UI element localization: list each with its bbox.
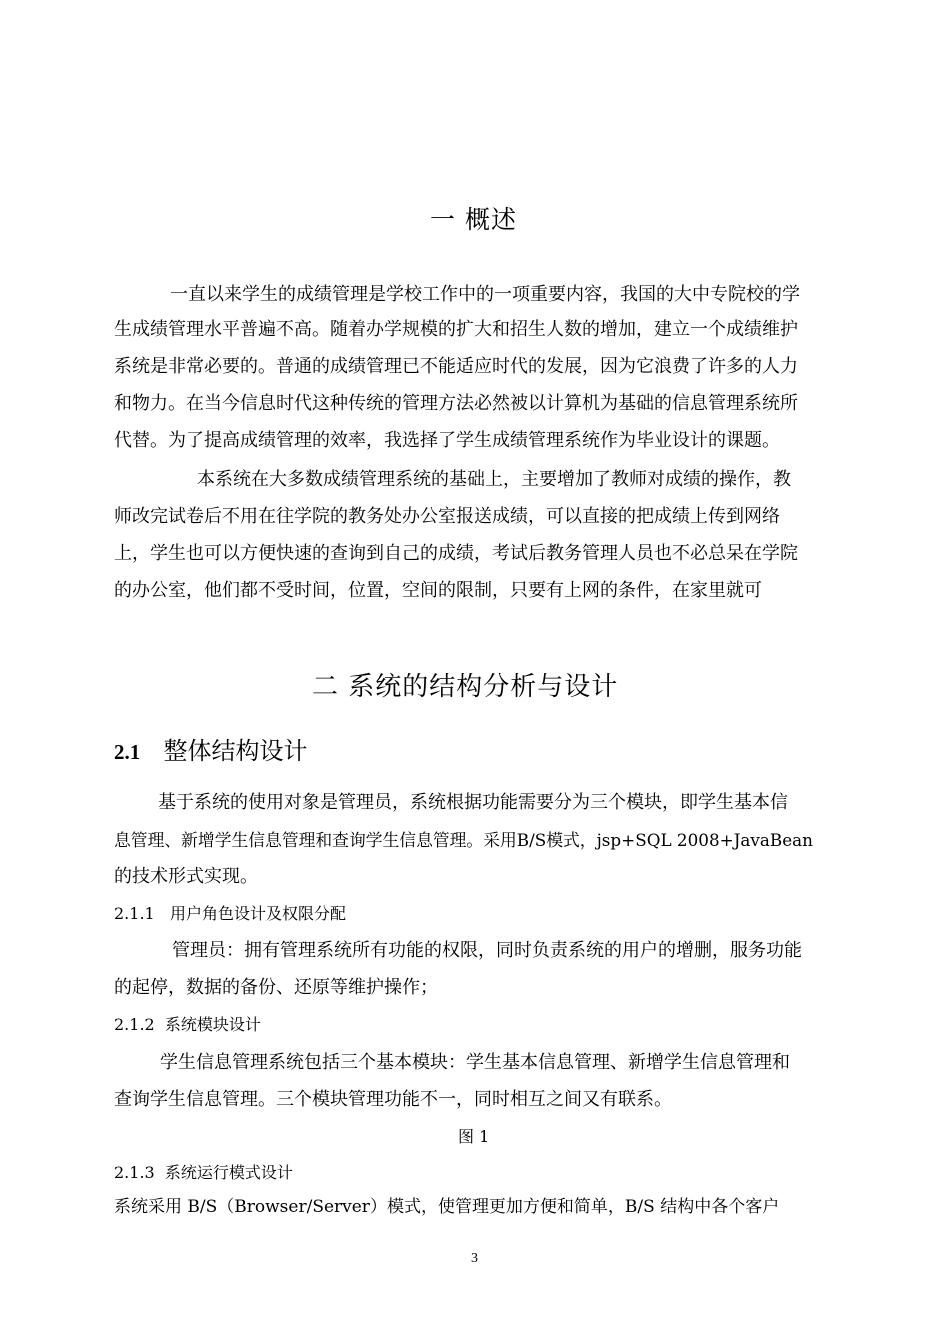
paragraph-line: 的技术形式实现。	[114, 866, 258, 887]
paragraph-line: 代替。为了提高成绩管理的效率，我选择了学生成绩管理系统作为毕业设计的课题。	[114, 430, 780, 451]
paragraph-line: 生成绩管理水平普遍不高。随着办学规模的扩大和招生人数的增加，建立一个成绩维护	[114, 319, 798, 340]
paragraph-line: 系统采用 B/S（Browser/Server）模式，使管理更加方便和简单，B/S 结构中各个客户	[114, 1197, 780, 1217]
subsection-title: 整体结构设计	[163, 737, 308, 765]
section-title: 一 概述	[430, 205, 517, 234]
paragraph-line: 息管理、新增学生信息管理和查询学生信息管理。采用B/S模式，jsp+SQL 2008+JavaBean	[114, 830, 813, 850]
subsubsection-heading: 2.1.2 系统模块设计	[114, 1015, 261, 1034]
paragraph-line: 和物力。在当今信息时代这种传统的管理方法必然被以计算机为基础的信息管理系统所	[114, 393, 798, 414]
subsection-number: 2.1	[114, 740, 141, 764]
paragraph-line: 管理员：拥有管理系统所有功能的权限，同时负责系统的用户的增删，服务功能	[172, 940, 802, 961]
paragraph-line: 师改完试卷后不用在往学院的教务处办公室报送成绩，可以直接的把成绩上传到网络	[114, 506, 780, 527]
paragraph-line: 上，学生也可以方便快速的查询到自己的成绩，考试后教务管理人员也不必总呆在学院	[114, 543, 798, 564]
paragraph-line: 的办公室，他们都不受时间，位置，空间的限制，只要有上网的条件，在家里就可	[114, 580, 762, 601]
paragraph-line: 本系统在大多数成绩管理系统的基础上，主要增加了教师对成绩的操作，教	[197, 469, 791, 490]
page-number: 3	[471, 1251, 478, 1266]
figure-caption: 图 1	[458, 1127, 490, 1146]
paragraph-line: 学生信息管理系统包括三个基本模块：学生基本信息管理、新增学生信息管理和	[160, 1052, 790, 1073]
paragraph-line: 的起停，数据的备份、还原等维护操作；	[114, 977, 438, 998]
subsubsection-heading: 2.1.1 用户角色设计及权限分配	[114, 904, 346, 923]
paragraph-line: 一直以来学生的成绩管理是学校工作中的一项重要内容，我国的大中专院校的学	[170, 284, 800, 305]
subsection-heading	[114, 736, 308, 767]
section-title: 二 系统的结构分析与设计	[312, 672, 619, 702]
paragraph-line: 基于系统的使用对象是管理员，系统根据功能需要分为三个模块，即学生基本信	[158, 792, 788, 813]
subsubsection-heading: 2.1.3 系统运行模式设计	[114, 1163, 293, 1182]
paragraph-line: 查询学生信息管理。三个模块管理功能不一，同时相互之间又有联系。	[114, 1089, 672, 1110]
paragraph-line: 系统是非常必要的。普通的成绩管理已不能适应时代的发展，因为它浪费了许多的人力	[114, 356, 798, 377]
